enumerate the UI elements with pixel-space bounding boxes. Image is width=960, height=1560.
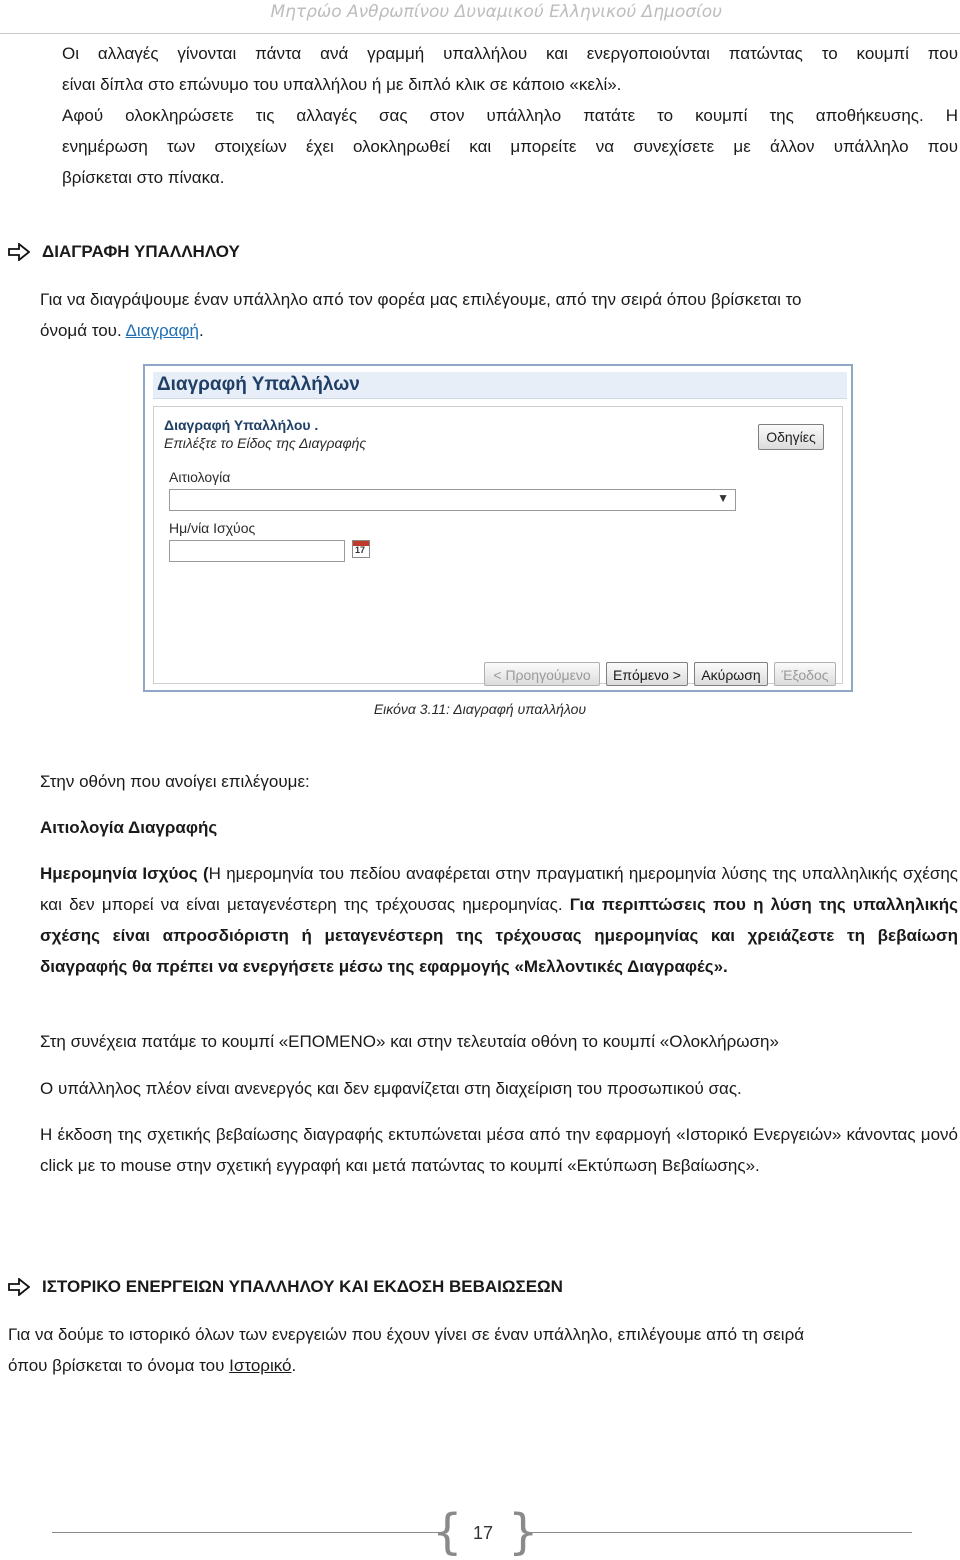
- reason-select[interactable]: [169, 489, 736, 511]
- body-paragraph-5: Ο υπάλληλος πλέον είναι ανενεργός και δεν εμφανίζεται στη διαχείριση του προσωπικού σας.: [40, 1079, 742, 1098]
- body-paragraph-4: Στη συνέχεια πατάμε το κουμπί «ΕΠΟΜΕΝΟ» και στην τελευταία οθόνη το κουμπί «Ολοκλήρωση»: [40, 1032, 779, 1051]
- intro-line-4: ενημέρωση των στοιχείων έχει ολοκληρωθεί και μπορείτε να συνεχίσετε με άλλον υπάλληλο που: [62, 137, 958, 156]
- body-paragraph-1: Στην οθόνη που ανοίγει επιλέγουμε:: [40, 772, 310, 791]
- arrow-right-icon: [8, 243, 30, 261]
- screenshot-title: Διαγραφή Υπαλλήλων: [153, 372, 847, 399]
- calendar-icon[interactable]: [352, 540, 370, 558]
- section2-heading-text: ΙΣΤΟΡΙΚΟ ΕΝΕΡΓΕΙΩΝ ΥΠΑΛΛΗΛΟΥ ΚΑΙ ΕΚΔΟΣΗ ΒΕΒΑΙΩΣΕΩΝ: [42, 1277, 563, 1296]
- effective-date-input[interactable]: [169, 540, 345, 562]
- running-header: Μητρώο Ανθρωπίνου Δυναμικού Ελληνικού Δημοσίου: [270, 2, 722, 22]
- form-subtitle: Διαγραφή Υπαλλήλου .: [164, 417, 319, 433]
- body-paragraph-3: [40, 858, 958, 982]
- arrow-right-icon: [8, 1278, 30, 1296]
- delete-employees-screenshot: [143, 364, 853, 692]
- header-rule: [0, 33, 960, 34]
- section1-paragraph: [40, 284, 958, 346]
- reason-label: Αιτιολογία: [169, 469, 231, 485]
- section-heading-text: ΔΙΑΓΡΑΦΗ ΥΠΑΛΛΗΛΟΥ: [42, 242, 240, 261]
- section-heading-history: [8, 1277, 948, 1297]
- left-brace-ornament: {: [432, 1504, 463, 1560]
- body-paragraph-2: Αιτιολογία Διαγραφής: [40, 818, 218, 837]
- section2-text-pre: όπου βρίσκεται το όνομα του: [8, 1356, 230, 1375]
- exit-button[interactable]: Έξοδος: [774, 662, 836, 686]
- next-button[interactable]: Επόμενο >: [606, 662, 688, 686]
- intro-paragraph-2: [62, 100, 958, 193]
- body-paragraph-6: Η έκδοση της σχετικής βεβαίωσης διαγραφής εκτυπώνεται μέσα από την εφαρμογή «Ιστορικό Ενεργειών» κάνοντας μονό click με το mouse στην σχετική εγγραφή και μετά πατώντας το κουμπί «Εκτύπωση Βεβαίωσης».: [40, 1125, 958, 1175]
- calendar-number: 17: [355, 545, 366, 555]
- section2-line-2: [8, 1350, 958, 1381]
- help-button[interactable]: Οδηγίες: [758, 424, 824, 450]
- future-deletions-note: Για περιπτώσεις που η λύση της υπαλληλικής σχέσης είναι απροσδιόριστη ή μεταγενέστερη της τρέχουσας ημερομηνίας και χρειάζεστε τη βεβαίωση διαγραφής θα πρέπει να ενεργήσετε μέσω της εφαρμογής «Μελλοντικές Διαγραφές».: [40, 895, 959, 976]
- section1-line-1: Για να διαγράψουμε έναν υπάλληλο από τον φορέα μας επιλέγουμε, από την σειρά όπου βρίσκεται το: [40, 290, 802, 309]
- section-heading-delete-employee: [8, 242, 948, 262]
- intro-line-5: βρίσκεται στο πίνακα.: [62, 168, 225, 187]
- section2-line-1: Για να δούμε το ιστορικό όλων των ενεργειών που έχουν γίνει σε έναν υπάλληλο, επιλέγουμε από τη σειρά: [8, 1325, 805, 1344]
- section2-paragraph: [8, 1319, 958, 1381]
- page-number: 17: [472, 1523, 494, 1543]
- effective-date-note: Η ημερομηνία του πεδίου αναφέρεται στην πραγματική ημερομηνία λύσης της υπαλληλικής σχέσης και δεν μπορεί να είναι μεταγενέστερη της τρέχουσας ημερομηνίας.: [40, 864, 958, 914]
- intro-line-1: Οι αλλαγές γίνονται πάντα ανά γραμμή υπαλλήλου και ενεργοποιούνται πατώντας το κουμπί που: [62, 44, 958, 63]
- section1-line-2: [40, 315, 958, 346]
- intro-line-3: Αφού ολοκληρώσετε τις αλλαγές σας στον υπάλληλο πατάτε το κουμπί της αποθήκευσης. Η: [62, 106, 958, 125]
- history-link[interactable]: Ιστορικό: [229, 1356, 292, 1375]
- section1-text-post: .: [198, 321, 204, 340]
- effective-date-bold: Ημερομηνία Ισχύος (: [40, 864, 209, 883]
- intro-paragraph-1: [62, 38, 958, 100]
- cancel-button[interactable]: Ακύρωση: [694, 662, 768, 686]
- section1-text-pre: όνομά του.: [40, 321, 126, 340]
- section2-text-post: .: [291, 1356, 297, 1375]
- date-label: Ημ/νία Ισχύος: [169, 520, 256, 536]
- right-brace-ornament: }: [508, 1504, 539, 1560]
- footer-rule-left: [52, 1532, 442, 1533]
- form-hint: Επιλέξτε το Είδος της Διαγραφής: [164, 435, 367, 451]
- previous-button[interactable]: < Προηγούμενο: [484, 662, 600, 686]
- delete-link[interactable]: Διαγραφή: [125, 321, 199, 340]
- figure-caption: Εικόνα 3.11: Διαγραφή υπαλλήλου: [373, 701, 587, 717]
- intro-line-2: είναι δίπλα στο επώνυμο του υπαλλήλου ή με διπλό κλικ σε κάποιο «κελί».: [62, 75, 622, 94]
- footer-rule-right: [526, 1532, 912, 1533]
- screenshot-form-panel: [153, 406, 843, 684]
- chevron-down-icon: ▼: [717, 491, 729, 505]
